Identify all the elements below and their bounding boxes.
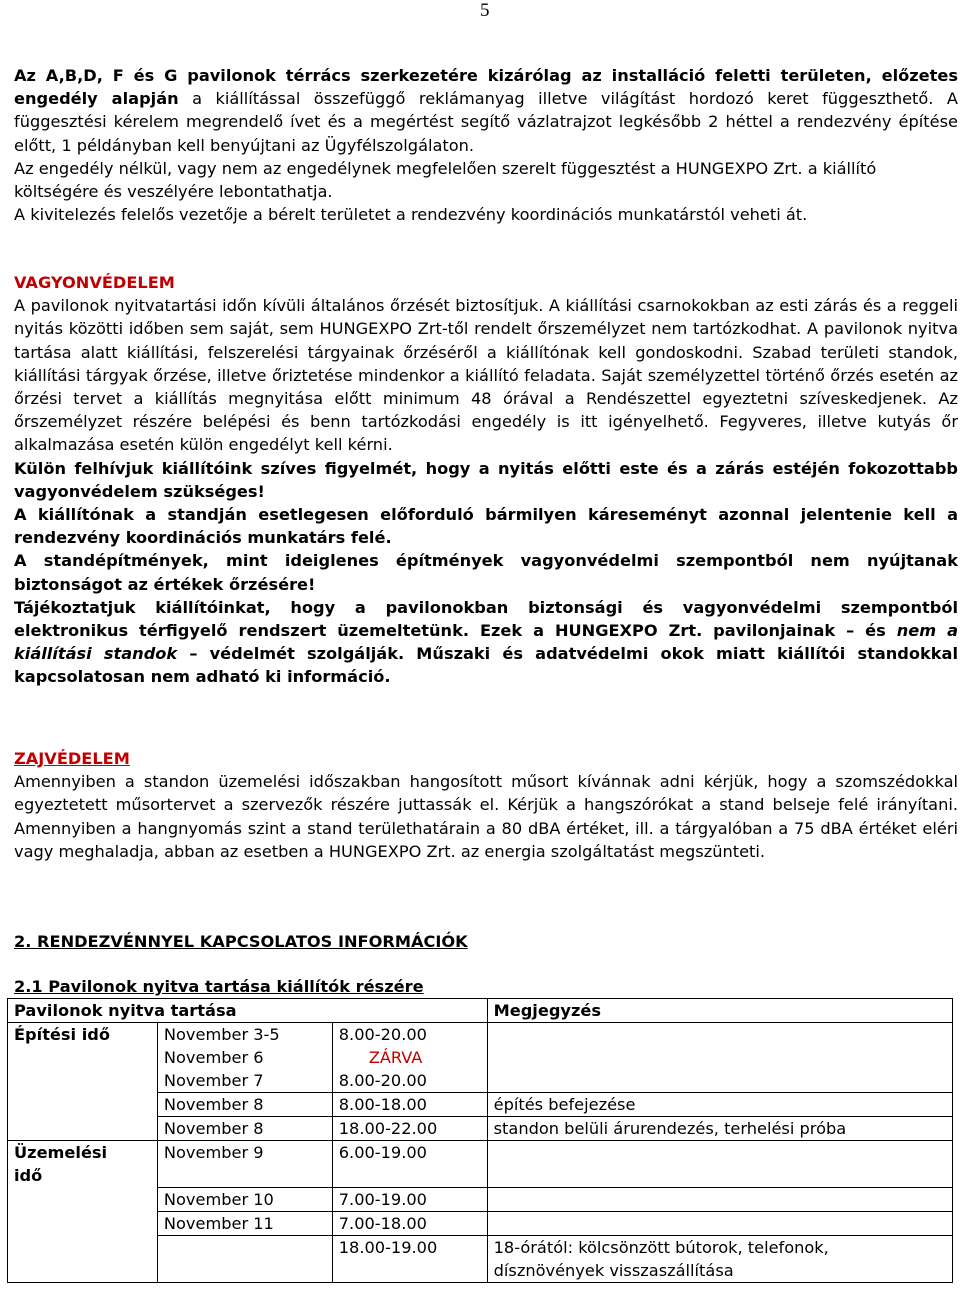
intro-text-2: Az engedély nélkül, vagy nem az engedélynek megfelelően szerelt függesztést a HUNGEXPO Zrt. a kiállító költségére és veszélyére lebontathatja. <box>14 158 877 202</box>
row-day: November 9 <box>157 1141 332 1188</box>
group-op-line-2: idő <box>14 1166 43 1185</box>
intro-bold: Az A,B,D, F és G pavilonok térrács szerkezetére kizárólag az installáció feletti területen, előzetes engedély alapján <box>14 66 958 109</box>
row-time: 8.00-20.00 <box>332 1023 487 1047</box>
zajvedelem-section <box>14 747 958 863</box>
intro-paragraph <box>14 64 958 157</box>
row-day: November 3-5 <box>157 1023 332 1047</box>
note-line-2: dísznövények visszaszállítása <box>493 1261 734 1280</box>
group-op-label <box>8 1141 158 1283</box>
row-day: November 11 <box>157 1212 332 1236</box>
row-day: November 6 <box>157 1046 332 1069</box>
bold-4-italic: nem a kiállítási standok <box>14 621 958 664</box>
table-row <box>8 1023 953 1047</box>
opening-hours-table <box>7 998 953 1283</box>
row-note <box>487 1188 952 1212</box>
row-day: November 8 <box>157 1093 332 1117</box>
bold-4-part-b: – védelmét szolgálják. Műszaki és adatvédelmi okok miatt kiállítói standokkal kapcsolatosan nem adható ki információ. <box>14 644 958 687</box>
intro-text-1: a kiállítással összefüggő reklámanyag illetve világítást hordozó keret függeszthető. A függesztési kérelem megrendelő ívet és a megértést segítő vázlatrajzot legkésőbb 2 héttel a rendezvény építése előtt, 1 példányban kell benyújtani az Ügyfélszolgálaton. <box>14 89 958 155</box>
row-time: 8.00-18.00 <box>332 1093 487 1117</box>
row-day: November 8 <box>157 1117 332 1141</box>
row-day: November 10 <box>157 1188 332 1212</box>
section-2-1-subtitle: 2.1 Pavilonok nyitva tartása kiállítók részére <box>14 977 424 996</box>
row-note: építés befejezése <box>487 1093 952 1117</box>
note-line-1 <box>494 1236 946 1259</box>
vagyonvedelem-bold-1: Külön felhívjuk kiállítóink szíves figyelmét, hogy a nyitás előtti este és a zárás estéjén fokozottabb vagyonvédelem szükséges! <box>14 458 958 501</box>
row-note <box>487 1236 952 1283</box>
row-day: November 7 <box>157 1069 332 1093</box>
row-note <box>487 1069 952 1093</box>
group-build-label: Építési idő <box>8 1023 158 1141</box>
bold-4-part-a: Tájékoztatjuk kiállítóinkat, hogy a pavilonokban biztonsági és vagyonvédelmi szempontból elektronikus térfigyelő rendszert üzemeltetünk. Ezek a HUNGEXPO Zrt. pavilonjainak – és <box>14 597 958 641</box>
row-note <box>487 1212 952 1236</box>
zajvedelem-body: Amennyiben a standon üzemelési időszakban hangosított műsort kívánnak adni kérjük, hogy a szomszédokkal egyeztetett műsortervet a szervezők részére juttassák el. Kérjük a hangszórókat a stand belseje felé irányítani. Amennyiben a hangnyomás szint a stand területhatárain a 80 dBA értéket, ill. a tárgyalóban a 75 dBA értéket eléri vagy meghaladja, abban az esetben a HUNGEXPO Zrt. az energia szolgáltatást megszünteti. <box>14 772 958 861</box>
section-2-title: 2. RENDEZVÉNNYEL KAPCSOLATOS INFORMÁCIÓK <box>14 932 468 951</box>
row-time: 7.00-18.00 <box>332 1212 487 1236</box>
intro-section <box>14 64 958 226</box>
row-time: 7.00-19.00 <box>332 1188 487 1212</box>
table-header-right: Megjegyzés <box>487 999 952 1023</box>
row-note <box>487 1046 952 1069</box>
vagyonvedelem-bold-2: A kiállítónak a standján esetlegesen előforduló bármilyen káreseményt azonnal jelentenie kell a rendezvény koordinációs munkatárs felé. <box>14 505 958 548</box>
note-line-1-text: 18-órától: kölcsönzött bútorok, telefonok, <box>493 1238 829 1257</box>
zajvedelem-title: ZAJVÉDELEM <box>14 749 130 768</box>
row-time-closed: ZÁRVA <box>332 1046 487 1069</box>
vagyonvedelem-bold-3: A standépítmények, mint ideiglenes építmények vagyonvédelmi szempontból nem nyújtanak biztonságot az értékek őrzésére! <box>14 551 958 594</box>
intro-text-3: A kivitelezés felelős vezetője a bérelt területet a rendezvény koordinációs munkatárstól veheti át. <box>14 205 808 225</box>
row-time: 6.00-19.00 <box>332 1141 487 1188</box>
table-row <box>8 1141 953 1188</box>
row-note: standon belüli árurendezés, terhelési próba <box>487 1117 952 1141</box>
page-number: 5 <box>480 0 490 21</box>
table-header-left: Pavilonok nyitva tartása <box>8 999 488 1023</box>
group-op-line-1: Üzemelési <box>14 1143 108 1162</box>
row-note <box>487 1023 952 1047</box>
row-time: 8.00-20.00 <box>332 1069 487 1093</box>
row-day <box>157 1236 332 1283</box>
table-header-row <box>8 999 953 1023</box>
vagyonvedelem-title: VAGYONVÉDELEM <box>14 273 175 292</box>
vagyonvedelem-body: A pavilonok nyitvatartási időn kívüli általános őrzését biztosítjuk. A kiállítási csarnokokban az esti zárás és a reggeli nyitás közötti időben sem saját, sem HUNGEXPO Zrt-től rendelt őrszemélyzet nem tartózkodhat. A pavilonok nyitva tartása alatt kiállítási, felszerelési tárgyainak őrzéséről a kiállítónak kell gondoskodni. Szabad területi standok, kiállítási tárgyak őrzése, illetve őriztetése mindenkor a kiállító feladata. Saját személyzettel történő őrzés esetén az őrzési tervet a kiállítás megnyitása előtt minimum 48 órával a Rendészettel egyeztetni szíveskedjenek. Az őrszemélyzet részére belépési és benn tartózkodási engedély is itt igényelhető. Fegyveres, illetve kutyás őr alkalmazása esetén külön engedélyt kell kérni. <box>14 296 958 455</box>
row-time: 18.00-19.00 <box>332 1236 487 1283</box>
row-note <box>487 1141 952 1188</box>
vagyonvedelem-bold-4 <box>14 596 958 689</box>
row-time: 18.00-22.00 <box>332 1117 487 1141</box>
vagyonvedelem-section <box>14 271 958 689</box>
